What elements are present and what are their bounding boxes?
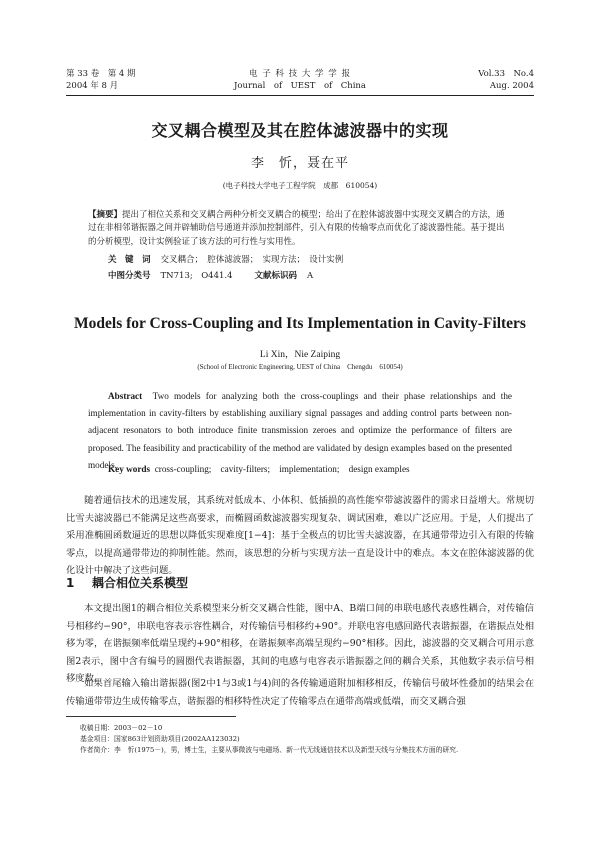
keywords-cn xyxy=(108,253,532,265)
section1-text-1: 本文提出图1的耦合相位关系模型来分析交叉耦合性能，图中A、B端口间的串联电感代表感性耦合，对传输信号相移约−90°，串联电容表示容性耦合，对传输信号相移约+90°。并联电容电感回路代表谐振器，在谐振点处相移为零，在谐振频率低端呈现约+90°相移，在谐振频率高端呈现约−90°相移。因此，滤波器的交叉耦合可用示意图2表示，图中含有编号的圆圈代表谐振器，其间的电感与电容表示谐振器之间的耦合关系，其他数字表示信号相移度数。 xyxy=(66,603,534,685)
doc-code-label: 文献标识码 xyxy=(254,271,298,281)
section-number: 1 xyxy=(66,576,75,590)
footnote-received: 收稿日期：2003－02－10 xyxy=(80,724,163,732)
date-cn: 2004 年 8 月 xyxy=(66,81,119,91)
intro-text: 随着通信技术的迅速发展，其系统对低成本、小体积、低插损的高性能窄带滤波器件的需求日益增大。常规切比雪夫滤波器已不能满足这些高要求，而椭圆函数滤波器实现复杂、调试困难，难以广泛应用。于是，人们提出了采用准椭圆函数逼近的思想以降低实现难度[1−4]：基于全极点的切比雪夫滤波器，在其通带带边引入有限的传输零点，以提高通带带边的抑制性能。然而，该思想的分析与实现方法一直是设计中的难点。本文在腔体滤波器的优化设计中解决了这些问题。 xyxy=(66,495,534,577)
running-header xyxy=(66,68,534,96)
journal-name-en: Journal of UEST of China xyxy=(234,81,366,91)
date-en: Aug. 2004 xyxy=(489,81,534,91)
header-rule xyxy=(66,95,534,96)
header-left xyxy=(66,68,186,92)
header-right xyxy=(414,68,534,92)
abstract-en-label: Abstract xyxy=(108,391,143,401)
abstract-cn-label: 【摘要】 xyxy=(88,210,123,220)
abstract-cn xyxy=(88,209,512,249)
affiliation-cn: (电子科技大学电子工程学院 成都 610054) xyxy=(222,181,378,190)
keywords-en-label: Key words xyxy=(108,464,151,474)
journal-name-cn: 电 子 科 技 大 学 学 报 xyxy=(249,69,351,79)
abstract-en-text: Two models for analyzing both the cross-couplings and their phase relationships and the implementation in cavity-filters by establishing auxiliary signal passages and adding control parts between non-adjacent resonators to both introduce finite transmission zeroes and optimize the performance of filters are proposed. The feasibility and practicability of the method are validated by design examples based on the presented models. xyxy=(88,391,512,470)
clc-value: TN713; O441.4 xyxy=(160,271,233,281)
section1-paragraph-2 xyxy=(66,675,534,710)
authors-cn: 李 忻，聂在平 xyxy=(250,156,349,171)
volume-issue-en: Vol.33 No.4 xyxy=(478,69,534,79)
abstract-cn-text: 提出了相位关系和交叉耦合两种分析交叉耦合的模型；给出了在腔体滤波器中实现交叉耦合的方法，通过在非相邻谐振器之间并辟辅助信号通道并添加控制部件，引入有限的传输零点而优化了滤波器性能。基于提出的分析模型，设计实例验证了该方法的可行性与实用性。 xyxy=(88,210,505,247)
footnote-rule xyxy=(66,716,236,717)
clc-label: 中图分类号 xyxy=(108,271,151,281)
keywords-en xyxy=(108,461,512,475)
authors-en: Li Xin，Nie Zaiping xyxy=(259,350,341,360)
section-heading-1 xyxy=(66,574,188,591)
paper-title-cn: 交叉耦合模型及其在腔体滤波器中的实现 xyxy=(151,121,449,140)
section1-text-2: 如果首尾输入输出谐振器(图2中1与3或1与4)间的各传输通道附加相移相反，传输信号破坏性叠加的结果会在传输通带带边生成传输零点，谐振器的相移特性决定了传输零点在通带高端或低端，而交叉耦合强 xyxy=(66,678,534,707)
keywords-cn-label: 关 键 词 xyxy=(108,255,151,265)
footnote-author: 作者简介：李 忻(1975－)，男，博士生，主要从事微波与电磁场、新一代无线通信技术以及新型天线与分集技术方面的研究. xyxy=(80,746,459,754)
footnote-fund: 基金项目：国家863计划资助项目(2002AA123032) xyxy=(80,735,240,743)
volume-issue-cn: 第 33 卷 第 4 期 xyxy=(66,69,136,79)
affiliation-en: (School of Electronic Engineering, UEST of China Chengdu 610054) xyxy=(197,363,403,371)
keywords-en-text: cross-coupling; cavity-filters; implementation; design examples xyxy=(154,464,410,474)
keywords-cn-text: 交叉耦合； 腔体滤波器； 实现方法； 设计实例 xyxy=(160,255,344,265)
header-journal xyxy=(206,68,394,92)
doc-code-value: A xyxy=(307,271,314,281)
section-title: 耦合相位关系模型 xyxy=(92,576,189,590)
classification-cn xyxy=(108,269,532,281)
intro-paragraph xyxy=(66,492,534,580)
paper-title-en: Models for Cross-Coupling and Its Implementation in Cavity-Filters xyxy=(74,315,526,332)
